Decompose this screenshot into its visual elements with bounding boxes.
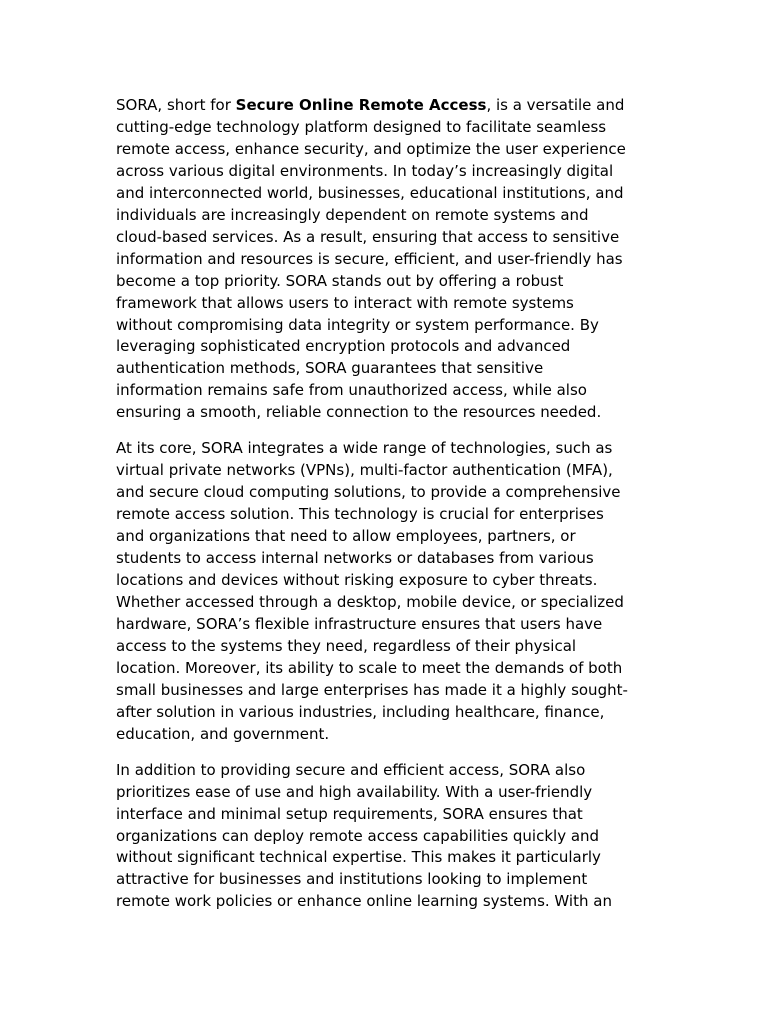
paragraph-line: and secure cloud computing solutions, to provide a comprehensive: [116, 483, 621, 502]
bold-term: Secure Online Remote Access: [235, 96, 487, 114]
paragraph-line: In addition to providing secure and efficient access, SORA also: [116, 760, 586, 779]
text-span: , is a versatile and: [486, 96, 625, 114]
paragraph-line: Whether accessed through a desktop, mobile device, or specialized: [116, 592, 624, 611]
paragraph-1: [116, 95, 646, 424]
paragraph-line: cloud-based services. As a result, ensuring that access to sensitive: [116, 227, 620, 246]
paragraph-line: students to access internal networks or databases from various: [116, 549, 594, 568]
paragraph-line: remote work policies or enhance online learning systems. With an: [116, 892, 612, 911]
paragraph-line: information remains safe from unauthorized access, while also: [116, 381, 587, 400]
paragraph-line: without compromising data integrity or system performance. By: [116, 315, 599, 334]
paragraph-line: remote access, enhance security, and optimize the user experience: [116, 139, 626, 158]
paragraph-line: framework that allows users to interact with remote systems: [116, 293, 574, 312]
paragraph-line: across various digital environments. In today’s increasingly digital: [116, 161, 614, 180]
paragraph-line: and interconnected world, businesses, educational institutions, and: [116, 183, 624, 202]
paragraph-line: education, and government.: [116, 724, 330, 743]
paragraph-line: remote access solution. This technology is crucial for enterprises: [116, 505, 604, 524]
paragraph-line: leveraging sophisticated encryption protocols and advanced: [116, 337, 571, 356]
paragraph-line: interface and minimal setup requirements, SORA ensures that: [116, 804, 583, 823]
paragraph-line: hardware, SORA’s flexible infrastructure ensures that users have: [116, 614, 603, 633]
paragraph-line: organizations can deploy remote access capabilities quickly and: [116, 826, 600, 845]
paragraph-line: information and resources is secure, efficient, and user-friendly has: [116, 249, 623, 268]
paragraph-line: attractive for businesses and institutions looking to implement: [116, 870, 588, 889]
paragraph-line: individuals are increasingly dependent on remote systems and: [116, 205, 589, 224]
paragraph-line: locations and devices without risking exposure to cyber threats.: [116, 571, 598, 590]
paragraph-line: after solution in various industries, including healthcare, finance,: [116, 702, 605, 721]
paragraph-line: At its core, SORA integrates a wide range of technologies, such as: [116, 439, 613, 458]
paragraph-line: prioritizes ease of use and high availability. With a user-friendly: [116, 782, 593, 801]
paragraph-line: become a top priority. SORA stands out by offering a robust: [116, 271, 564, 290]
paragraph-line: access to the systems they need, regardless of their physical: [116, 636, 577, 655]
paragraph-line: without significant technical expertise. This makes it particularly: [116, 848, 601, 867]
paragraph-line: cutting-edge technology platform designed to facilitate seamless: [116, 117, 607, 136]
paragraph-line: small businesses and large enterprises has made it a highly sought-: [116, 680, 628, 699]
text-span: SORA, short for: [116, 96, 236, 114]
paragraph-line: [116, 95, 646, 117]
paragraph-line: ensuring a smooth, reliable connection to the resources needed.: [116, 403, 602, 422]
paragraph-line: and organizations that need to allow employees, partners, or: [116, 527, 576, 546]
paragraph-line: location. Moreover, its ability to scale to meet the demands of both: [116, 658, 623, 677]
paragraph-3: [116, 760, 646, 914]
paragraph-line: virtual private networks (VPNs), multi-factor authentication (MFA),: [116, 461, 613, 480]
document-page: [116, 95, 646, 927]
paragraph-line: authentication methods, SORA guarantees that sensitive: [116, 359, 544, 378]
paragraph-2: [116, 438, 646, 745]
